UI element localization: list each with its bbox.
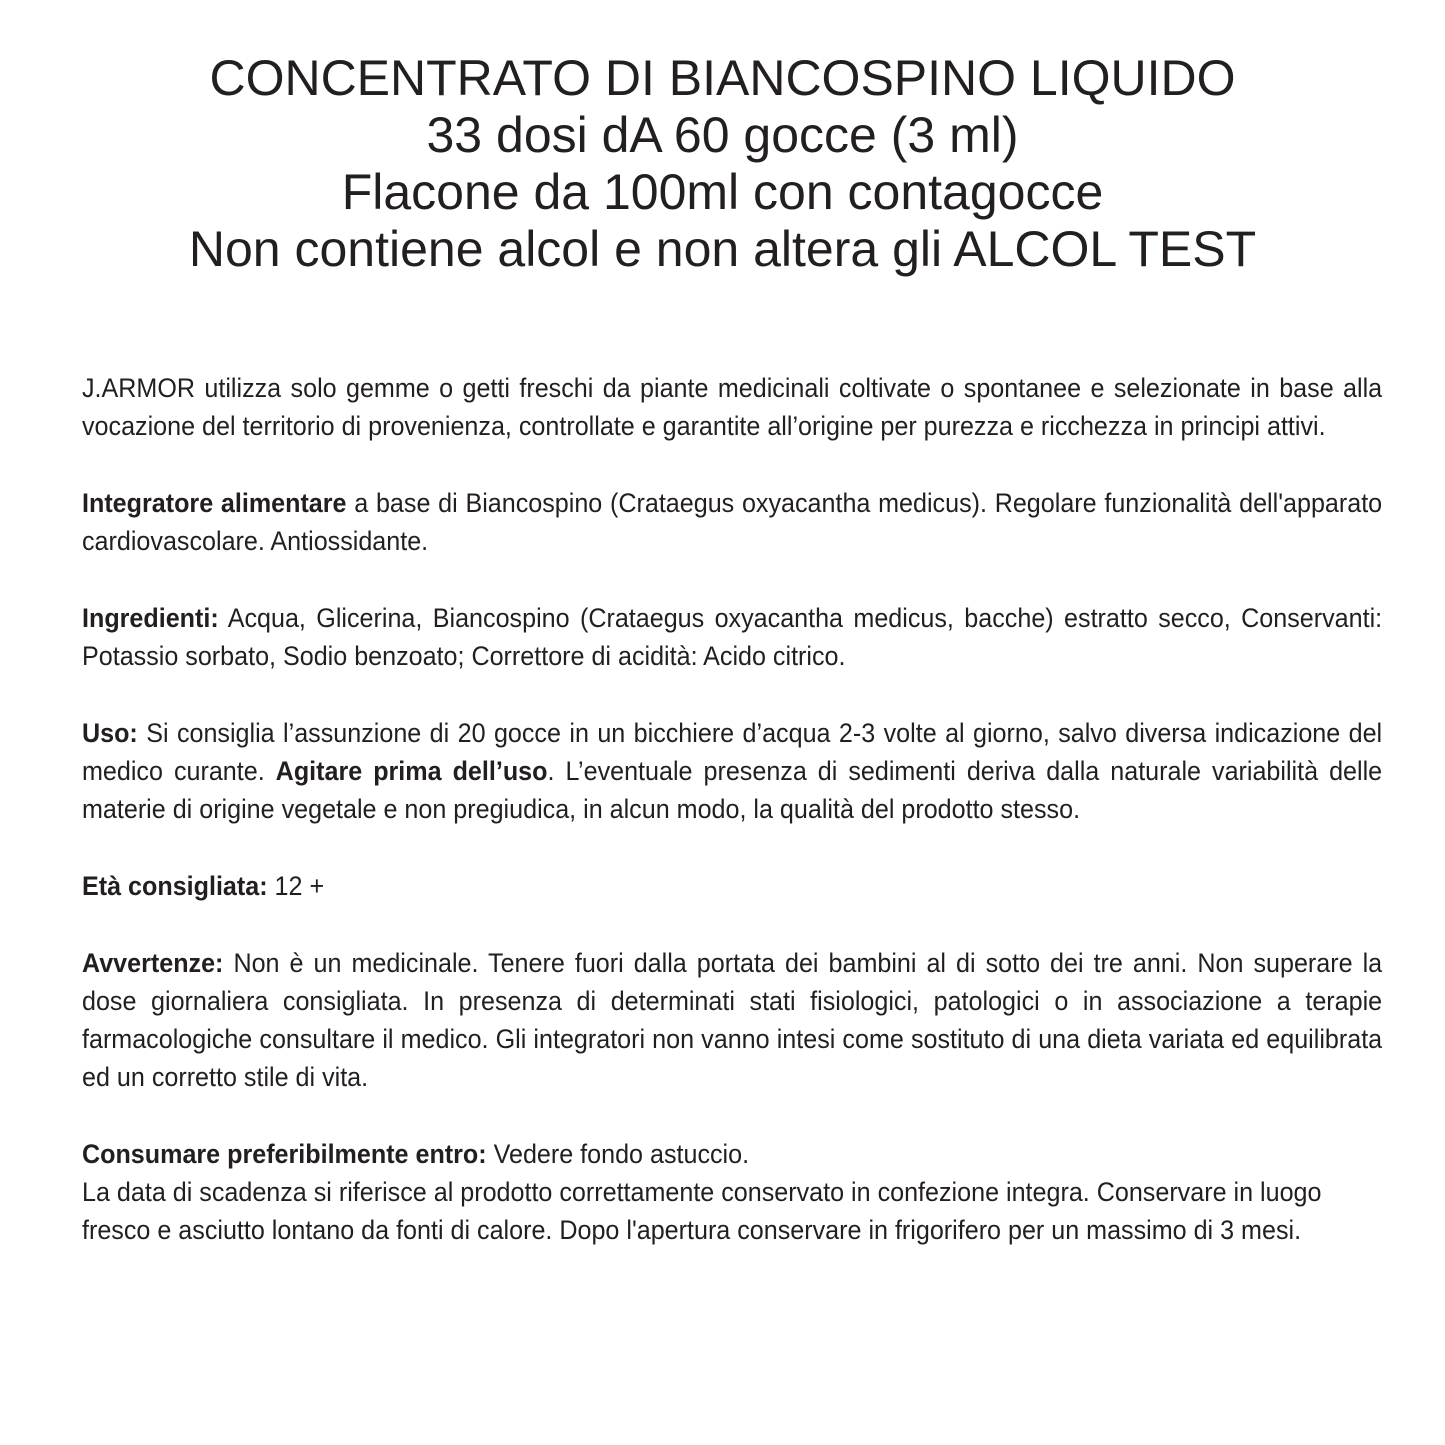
product-alcohol-note: Non contiene alcol e non altera gli ALCOL TEST — [188, 221, 1257, 277]
product-doses: 33 dosi dA 60 gocce (3 ml) — [426, 107, 1019, 163]
eta-text: 12 + — [267, 871, 325, 901]
consumare-paragraph — [82, 1135, 1382, 1249]
ingredienti-label: Ingredienti: — [82, 603, 219, 633]
eta-paragraph — [82, 867, 1382, 905]
consumare-text: Vedere fondo astuccio. — [486, 1139, 750, 1169]
integratore-text: a base di Biancospino (Crataegus oxyacantha medicus). Regolare funzionalità dell'apparato cardiovascolare. Antiossidante. — [82, 488, 1383, 556]
uso-shake-warning: Agitare prima dell’uso — [275, 756, 548, 786]
integratore-label: Integratore alimentare — [82, 488, 347, 518]
uso-label: Uso: — [82, 718, 138, 748]
eta-label: Età consigliata: — [82, 871, 268, 901]
product-description — [82, 369, 1383, 1288]
uso-text-b: . L’eventuale presenza di sedimenti deriva dalla naturale variabilità delle materie di origine vegetale e non pregiudica, in alcun modo, la qualità del prodotto stesso. — [82, 756, 1383, 824]
integratore-paragraph — [82, 484, 1382, 560]
product-title: CONCENTRATO DI BIANCOSPINO LIQUIDO — [209, 50, 1236, 106]
ingredienti-text: Acqua, Glicerina, Biancospino (Crataegus oxyacantha medicus, bacche) estratto secco, Conservanti: Potassio sorbato, Sodio benzoato; Correttore di acidità: Acido citrico. — [82, 603, 1383, 671]
avvertenze-paragraph — [82, 944, 1382, 1096]
avvertenze-text: Non è un medicinale. Tenere fuori dalla portata dei bambini al di sotto dei tre anni. Non superare la dose giornaliera consigliata. In presenza di determinati stati fisiologici, patologici o in associazione a terapie farmacologiche consultare il medico. Gli integratori non vanno intesi come sostituto di una dieta variata ed equilibrata ed un corretto stile di vita. — [82, 948, 1383, 1092]
product-bottle: Flacone da 100ml con contagocce — [341, 164, 1104, 220]
consumare-note: La data di scadenza si riferisce al prodotto correttamente conservato in confezione integra. Conservare in luogo fresco e asciutto lontano da fonti di calore. Dopo l'apertura conservare in frigorifero per un massimo di 3 mesi. — [82, 1177, 1322, 1245]
uso-paragraph — [82, 714, 1382, 828]
product-title-block — [0, 50, 1445, 278]
intro-text: J.ARMOR utilizza solo gemme o getti freschi da piante medicinali coltivate o spontanee e selezionate in base alla vocazione del territorio di provenienza, controllate e garantite all’origine per purezza e ricchezza in principi attivi. — [82, 373, 1383, 441]
uso-text-a: Si consiglia l’assunzione di 20 gocce in un bicchiere d’acqua 2-3 volte al giorno, salvo diversa indicazione del medico curante. — [82, 718, 1383, 786]
avvertenze-label: Avvertenze: — [82, 948, 224, 978]
ingredienti-paragraph — [82, 599, 1382, 675]
consumare-label: Consumare preferibilmente entro: — [82, 1139, 487, 1169]
intro-paragraph — [82, 369, 1382, 445]
